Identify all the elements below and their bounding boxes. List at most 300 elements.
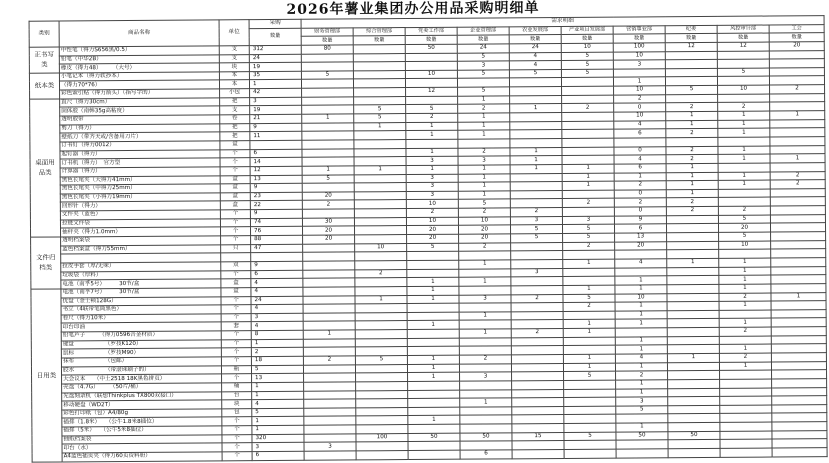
department-qty-cell — [772, 396, 827, 405]
department-qty-cell — [717, 77, 769, 86]
department-qty-cell: 1 — [354, 165, 406, 174]
item-name-cell: 抽纸档案袋 — [62, 435, 222, 445]
department-qty-cell — [667, 293, 719, 302]
item-qty-cell: 1 — [252, 391, 304, 400]
item-unit-cell: 个 — [222, 443, 252, 452]
department-qty-cell: 9 — [614, 215, 666, 224]
department-qty-cell: 1 — [563, 363, 615, 372]
department-qty-cell: 5 — [561, 69, 613, 78]
header-department-qty: 数量 — [405, 35, 457, 44]
department-qty-cell: 10 — [458, 217, 510, 226]
header-department: 工会 — [769, 24, 824, 33]
department-qty-cell — [405, 61, 457, 70]
department-qty-cell: 1 — [408, 416, 460, 425]
department-qty-cell: 3 — [457, 61, 509, 70]
department-qty-cell — [564, 380, 616, 389]
category-cell: 日用类 — [31, 289, 62, 462]
department-qty-cell: 1 — [666, 120, 718, 129]
department-qty-cell: 2 — [666, 103, 718, 112]
department-qty-cell — [562, 138, 614, 147]
item-unit-cell: 盒 — [220, 175, 250, 184]
department-qty-cell — [668, 388, 720, 397]
department-qty-cell: 1 — [563, 320, 615, 329]
department-qty-cell: 1 — [770, 154, 825, 163]
department-qty-cell: 6 — [614, 164, 666, 173]
item-unit-cell: 个 — [221, 270, 251, 279]
department-qty-cell — [301, 62, 353, 71]
department-qty-cell — [719, 249, 771, 258]
item-qty-cell: 1 — [251, 339, 303, 348]
header-department-qty: 数量 — [509, 35, 561, 44]
department-qty-cell: 5 — [457, 70, 509, 79]
department-qty-cell: 5 — [354, 114, 406, 123]
department-qty-cell — [772, 387, 827, 396]
department-qty-cell: 1 — [407, 355, 459, 364]
department-qty-cell — [772, 404, 827, 413]
department-qty-cell — [511, 363, 563, 372]
department-qty-cell: 1 — [303, 330, 355, 339]
item-unit-cell: 块 — [219, 63, 249, 72]
department-qty-cell: 1 — [719, 362, 771, 371]
department-qty-cell: 4 — [614, 155, 666, 164]
department-qty-cell: 1 — [302, 114, 354, 123]
department-qty-cell: 1 — [718, 180, 770, 189]
department-qty-cell: 4 — [509, 52, 561, 61]
department-qty-cell — [355, 364, 407, 373]
department-qty-cell: 10 — [406, 200, 458, 209]
department-qty-cell — [770, 102, 825, 111]
item-unit-cell: 包 — [222, 408, 252, 417]
item-name-cell: 抹布 （包邮） — [61, 357, 221, 367]
department-qty-cell: 20 — [406, 226, 458, 235]
item-qty-cell: 76 — [250, 227, 302, 236]
department-qty-cell — [408, 450, 460, 459]
department-qty-cell — [720, 431, 772, 440]
item-unit-cell: 个 — [222, 452, 252, 461]
department-qty-cell: 2 — [510, 208, 562, 217]
item-unit-cell: 卷 — [220, 115, 250, 124]
department-qty-cell: 2 — [406, 113, 458, 122]
item-unit-cell: 盒 — [220, 201, 250, 210]
category-cell: 桌面用品类 — [30, 99, 61, 237]
department-qty-cell — [354, 191, 406, 200]
department-qty-cell — [303, 365, 355, 374]
department-qty-cell — [407, 338, 459, 347]
department-qty-cell: 1 — [718, 128, 770, 137]
department-qty-cell: 1 — [563, 328, 615, 337]
department-qty-cell: 20 — [302, 192, 354, 201]
department-qty-cell — [459, 286, 511, 295]
department-qty-cell — [407, 347, 459, 356]
department-qty-cell — [563, 250, 615, 259]
department-qty-cell: 6 — [614, 224, 666, 233]
header-department-qty: 数量 — [353, 36, 405, 45]
item-qty-cell: 22 — [250, 201, 302, 210]
item-qty-cell — [251, 253, 303, 262]
item-qty-cell: 3 — [252, 443, 304, 452]
department-qty-cell — [302, 209, 354, 218]
item-name-cell: 起钉器（得力） — [60, 149, 220, 159]
department-qty-cell — [771, 335, 826, 344]
department-qty-cell — [770, 214, 825, 223]
department-qty-cell — [563, 268, 615, 277]
department-qty-cell — [720, 439, 772, 448]
department-qty-cell — [563, 345, 615, 354]
department-qty-cell: 1 — [666, 181, 718, 190]
department-qty-cell — [510, 121, 562, 130]
department-qty-cell — [458, 139, 510, 148]
department-qty-cell — [667, 267, 719, 276]
department-qty-cell: 2 — [718, 102, 770, 111]
department-qty-cell: 10 — [406, 217, 458, 226]
department-qty-cell — [303, 261, 355, 270]
department-qty-cell: 1 — [510, 156, 562, 165]
department-qty-cell — [771, 258, 826, 267]
item-unit-cell: 支 — [219, 46, 249, 55]
item-unit-cell: 瓶 — [221, 365, 251, 374]
department-qty-cell: 1 — [719, 318, 771, 327]
department-qty-cell: 2 — [614, 198, 666, 207]
item-unit-cell: 个 — [221, 305, 251, 314]
department-qty-cell — [459, 346, 511, 355]
department-qty-cell — [668, 397, 720, 406]
item-name-cell: 拉皮手套（厚/无味） — [61, 262, 221, 272]
department-qty-cell — [562, 95, 614, 104]
department-qty-cell — [510, 199, 562, 208]
header-department: 农业发展部 — [509, 26, 561, 35]
department-qty-cell — [407, 260, 459, 269]
item-unit-cell: 把 — [220, 97, 250, 106]
department-qty-cell — [511, 354, 563, 363]
item-unit-cell: 支 — [220, 106, 250, 115]
department-qty-cell: 2 — [666, 146, 718, 155]
department-qty-cell — [354, 140, 406, 149]
department-qty-cell: 1 — [615, 362, 667, 371]
department-qty-cell — [460, 389, 512, 398]
item-unit-cell: 双 — [221, 262, 251, 271]
item-name-cell: 拉链文件袋 — [60, 219, 220, 229]
item-qty-cell: 320 — [252, 434, 304, 443]
item-unit-cell: 个 — [220, 167, 250, 176]
department-qty-cell — [771, 301, 826, 310]
item-unit-cell: 只 — [221, 244, 251, 253]
department-qty-cell: 3 — [406, 174, 458, 183]
department-qty-cell: 2 — [666, 198, 718, 207]
item-qty-cell: 13 — [250, 175, 302, 184]
department-qty-cell: 1 — [458, 165, 510, 174]
department-qty-cell — [564, 397, 616, 406]
item-qty-cell: 4 — [251, 304, 303, 313]
item-name-cell: 抽杆夹（得力1.0mm） — [61, 227, 221, 237]
department-qty-cell — [668, 379, 720, 388]
department-qty-cell — [615, 328, 667, 337]
department-qty-cell — [303, 339, 355, 348]
department-qty-cell — [771, 309, 826, 318]
department-qty-cell: 5 — [564, 371, 616, 380]
header-department: 综合管理部 — [353, 27, 405, 36]
department-qty-cell: 1 — [458, 113, 510, 122]
department-qty-cell — [407, 269, 459, 278]
item-unit-cell: 个 — [221, 357, 251, 366]
header-department: 党委工作部 — [405, 27, 457, 36]
department-qty-cell: 20 — [718, 223, 770, 232]
header-department-qty: 数量 — [665, 34, 717, 43]
department-qty-cell — [718, 163, 770, 172]
department-qty-cell — [303, 295, 355, 304]
department-qty-cell: 3 — [459, 294, 511, 303]
department-qty-cell — [769, 50, 824, 59]
department-qty-cell — [354, 131, 406, 140]
department-qty-cell — [510, 130, 562, 139]
department-qty-cell: 5 — [719, 232, 771, 241]
department-qty-cell: 3 — [616, 397, 668, 406]
item-qty-cell: 5 — [252, 408, 304, 417]
department-qty-cell: 5 — [458, 199, 510, 208]
department-qty-cell — [355, 278, 407, 287]
department-qty-cell — [771, 249, 826, 258]
department-qty-cell — [770, 163, 825, 172]
item-name-cell: 电池（南孚7号） 30节/盒 — [61, 288, 221, 298]
department-qty-cell — [720, 388, 772, 397]
department-qty-cell — [303, 304, 355, 313]
department-qty-cell: 50 — [408, 433, 460, 442]
department-qty-cell: 1 — [614, 172, 666, 181]
item-unit-cell: 个 — [220, 210, 250, 219]
department-qty-cell — [511, 337, 563, 346]
department-qty-cell: 3 — [406, 156, 458, 165]
item-name-cell: 蓝色档案盒（得力55mm） — [61, 245, 221, 255]
department-qty-cell — [562, 207, 614, 216]
department-qty-cell: 2 — [406, 208, 458, 217]
item-qty-cell: 9 — [250, 209, 302, 218]
department-qty-cell: 20 — [458, 225, 510, 234]
item-qty-cell: 1 — [252, 425, 304, 434]
item-unit-cell: 块 — [222, 400, 252, 409]
department-qty-cell — [772, 413, 827, 422]
department-qty-cell: 2 — [719, 327, 771, 336]
item-unit-cell: 个 — [221, 296, 251, 305]
department-qty-cell: 1 — [406, 148, 458, 157]
item-name-cell: 壁纸刀（带齐天或/含备用刀片） — [60, 132, 220, 142]
department-qty-cell: 2 — [770, 180, 825, 189]
department-qty-cell: 10 — [614, 112, 666, 121]
header-purchase-qty: 数量 — [249, 28, 301, 46]
department-qty-cell — [720, 413, 772, 422]
item-qty-cell: 3 — [250, 97, 302, 106]
item-unit-cell: 本 — [219, 71, 249, 80]
department-qty-cell — [302, 123, 354, 132]
department-qty-cell — [510, 190, 562, 199]
item-name-cell: 橡皮（得力48） （大号） — [59, 63, 219, 73]
page-title: 2026年薯业集团办公用品采购明细单 — [286, 0, 540, 18]
department-qty-cell: 50 — [460, 433, 512, 442]
item-name-cell: 剪刀（得力） — [60, 124, 220, 134]
item-name-cell: 优盘（金士顿128G） — [61, 296, 221, 306]
item-unit-cell: 个 — [222, 426, 252, 435]
item-qty-cell: 4 — [251, 287, 303, 296]
department-qty-cell — [668, 440, 720, 449]
item-qty-cell: 4 — [251, 322, 303, 331]
department-qty-cell — [719, 310, 771, 319]
department-qty-cell — [304, 434, 356, 443]
department-qty-cell — [301, 53, 353, 62]
item-qty-cell: 6 — [250, 149, 302, 158]
department-qty-cell — [770, 119, 825, 128]
department-qty-cell — [405, 53, 457, 62]
item-qty-cell: 312 — [249, 45, 301, 54]
item-name-cell: 计算器（得力） — [60, 167, 220, 177]
item-qty-cell: 9 — [250, 123, 302, 132]
department-qty-cell — [512, 441, 564, 450]
department-qty-cell — [511, 311, 563, 320]
department-qty-cell: 3 — [406, 191, 458, 200]
department-qty-cell — [561, 78, 613, 87]
department-qty-cell: 10 — [613, 51, 665, 60]
department-qty-cell — [355, 286, 407, 295]
department-qty-cell: 6 — [460, 450, 512, 459]
department-qty-cell — [771, 344, 826, 353]
item-unit-cell: 个 — [221, 227, 251, 236]
item-qty-cell: 3 — [251, 313, 303, 322]
item-name-cell: 订书钉（得力0012） — [60, 141, 220, 151]
department-qty-cell — [459, 363, 511, 372]
department-qty-cell — [564, 389, 616, 398]
department-qty-cell: 2 — [303, 356, 355, 365]
header-department-qty: 数量 — [769, 33, 824, 42]
department-qty-cell — [668, 422, 720, 431]
department-qty-cell: 0 — [614, 190, 666, 199]
department-qty-cell — [667, 250, 719, 259]
department-qty-cell: 5 — [301, 71, 353, 80]
department-qty-cell: 1 — [459, 277, 511, 286]
department-qty-cell — [769, 59, 824, 68]
department-qty-cell: 5 — [564, 432, 616, 441]
item-qty-cell: 1 — [249, 80, 301, 89]
item-name-cell: 键盘 （罗技K120） — [61, 340, 221, 350]
department-qty-cell: 5 — [511, 233, 563, 242]
department-qty-cell: 2 — [614, 95, 666, 104]
department-qty-cell: 2 — [666, 155, 718, 164]
department-qty-cell: 5 — [561, 52, 613, 61]
department-qty-cell: 1 — [407, 277, 459, 286]
item-unit-cell: 桶 — [222, 383, 252, 392]
department-qty-cell: 1 — [770, 111, 825, 120]
department-qty-cell: 2 — [719, 353, 771, 362]
item-unit-cell: 个 — [220, 158, 250, 167]
item-name-cell: 插排（1.8米） （公牛1.8米8插位） — [62, 417, 222, 427]
department-qty-cell — [717, 59, 769, 68]
item-unit-cell — [221, 253, 251, 262]
department-qty-cell — [354, 157, 406, 166]
department-qty-cell — [511, 277, 563, 286]
department-qty-cell: 3 — [304, 442, 356, 451]
item-name-cell: 黑色长尾夹（大得力41mm） — [60, 175, 220, 185]
department-qty-cell — [407, 251, 459, 260]
item-unit-cell: 个 — [222, 434, 252, 443]
department-qty-cell — [771, 275, 826, 284]
department-qty-cell: 2 — [666, 206, 718, 215]
department-qty-cell: 5 — [407, 243, 459, 252]
department-qty-cell: 1 — [718, 146, 770, 155]
department-qty-cell: 24 — [509, 43, 561, 52]
department-qty-cell — [667, 345, 719, 354]
department-qty-cell — [564, 449, 616, 458]
department-qty-cell: 3 — [458, 156, 510, 165]
department-qty-cell — [563, 311, 615, 320]
department-qty-cell: 1 — [406, 122, 458, 131]
department-qty-cell — [460, 407, 512, 416]
department-qty-cell — [303, 287, 355, 296]
item-qty-cell: 6 — [252, 451, 304, 460]
department-qty-cell: 1 — [666, 163, 718, 172]
department-qty-cell: 2 — [511, 294, 563, 303]
department-qty-cell: 1 — [458, 173, 510, 182]
department-qty-cell — [304, 425, 356, 434]
department-qty-cell — [772, 448, 827, 457]
item-name-cell: 卷尺（得力10米） — [61, 314, 221, 324]
department-qty-cell: 3 — [511, 268, 563, 277]
item-qty-cell: 21 — [250, 114, 302, 123]
department-qty-cell — [616, 414, 668, 423]
department-qty-cell: 1 — [459, 329, 511, 338]
department-qty-cell — [304, 373, 356, 382]
department-qty-cell — [718, 197, 770, 206]
header-department-qty: 数量 — [717, 33, 769, 42]
department-qty-cell: 3 — [562, 216, 614, 225]
department-qty-cell: 5 — [509, 69, 561, 78]
department-qty-cell: 2 — [302, 200, 354, 209]
department-qty-cell — [667, 336, 719, 345]
department-qty-cell: 1 — [616, 380, 668, 389]
department-qty-cell: 1 — [615, 311, 667, 320]
header-name: 商品名称 — [59, 20, 219, 47]
item-name-cell: 直尺（得力30cm） — [60, 98, 220, 108]
department-qty-cell: 1 — [667, 353, 719, 362]
department-qty-cell — [301, 79, 353, 88]
header-department: 产业项目发展部 — [561, 26, 613, 35]
item-name-cell: 黑色长尾夹（中得力25mm） — [60, 184, 220, 194]
department-qty-cell — [770, 223, 825, 232]
department-qty-cell — [407, 329, 459, 338]
department-qty-cell: 1 — [355, 295, 407, 304]
header-department-qty: 数量 — [613, 34, 665, 43]
department-qty-cell — [304, 382, 356, 391]
department-qty-cell — [353, 62, 405, 71]
department-qty-cell: 1 — [510, 147, 562, 156]
department-qty-cell: 2 — [458, 147, 510, 156]
department-qty-cell — [302, 183, 354, 192]
category-cell: 文件归档类 — [31, 237, 61, 289]
item-unit-cell: 个 — [221, 331, 251, 340]
department-qty-cell: 2 — [770, 171, 825, 180]
department-qty-cell: 1 — [718, 172, 770, 181]
department-qty-cell: 1 — [615, 336, 667, 345]
department-qty-cell — [668, 405, 720, 414]
department-qty-cell — [720, 422, 772, 431]
department-qty-cell — [667, 327, 719, 336]
department-qty-cell: 2 — [563, 302, 615, 311]
department-qty-cell — [509, 78, 561, 87]
department-qty-cell: 3 — [613, 60, 665, 69]
item-name-cell: 垃圾袋（厚料） — [61, 270, 221, 280]
department-qty-cell — [564, 406, 616, 415]
department-qty-cell: 1 — [407, 286, 459, 295]
header-department: 营销事业部 — [613, 25, 665, 34]
department-qty-cell: 100 — [613, 43, 665, 52]
department-qty-cell — [512, 424, 564, 433]
item-name-cell: 透明档案袋 — [61, 236, 221, 246]
department-qty-cell — [614, 138, 666, 147]
